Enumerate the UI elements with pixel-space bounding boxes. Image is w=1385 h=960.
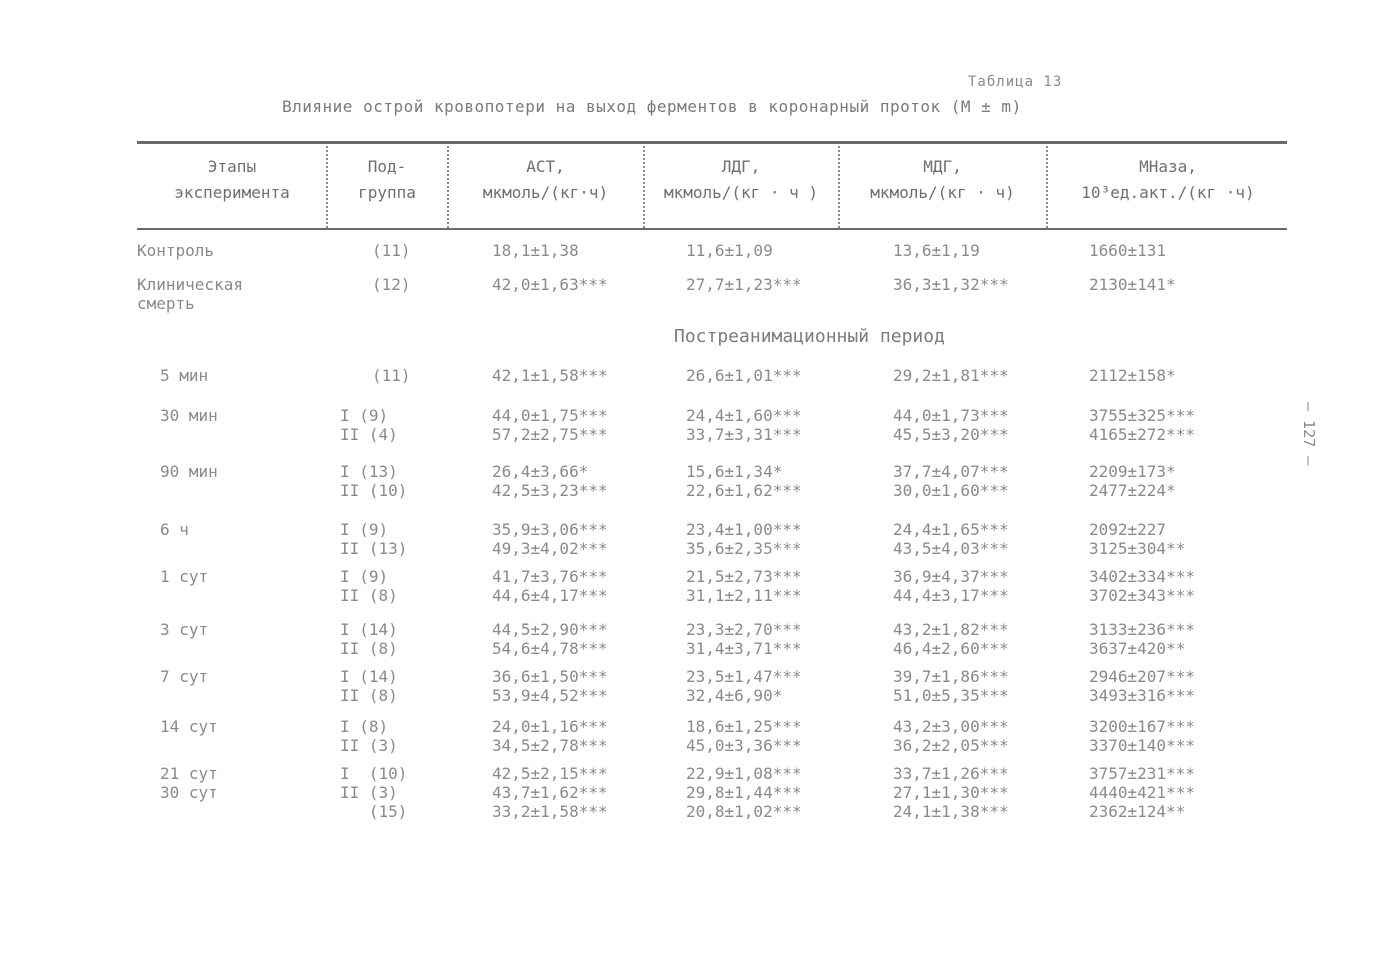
cell-mdg: 29,2±1,81*** (893, 366, 1009, 385)
cell-stage: 14 сут (160, 717, 218, 736)
cell-ast: 35,9±3,06*** 49,3±4,02*** (492, 520, 608, 558)
cell-ast: 26,4±3,66* 42,5±3,23*** (492, 462, 608, 500)
cell-mdg: 43,2±1,82*** 46,4±2,60*** (893, 620, 1009, 658)
cell-stage: 6 ч (160, 520, 189, 539)
page-number: — 127 — (1300, 402, 1318, 466)
header-stage: Этапы эксперимента (174, 157, 290, 202)
cell-ldg: 23,3±2,70*** 31,4±3,71*** (686, 620, 802, 658)
table-title: Влияние острой кровопотери на выход ферментов в коронарный проток (M ± m) (282, 97, 1022, 116)
cell-subgroup: I (9) II (13) (340, 520, 408, 558)
cell-ast: 18,1±1,38 (492, 241, 579, 260)
cell-stage: 1 сут (160, 567, 209, 586)
header-mnaza: МНазa, 10³ед.акт./(кг ·ч) (1081, 157, 1255, 202)
cell-stage: Клиническая смерть (137, 275, 243, 313)
cell-mdg: 24,4±1,65*** 43,5±4,03*** (893, 520, 1009, 558)
header-rule (137, 228, 1287, 230)
cell-mnaza: 3200±167*** 3370±140*** (1089, 717, 1195, 755)
cell-mdg: 37,7±4,07*** 30,0±1,60*** (893, 462, 1009, 500)
cell-mnaza: 2209±173* 2477±224* (1089, 462, 1176, 500)
cell-subgroup: (12) (372, 275, 411, 294)
cell-mnaza: 2946±207*** 3493±316*** (1089, 667, 1195, 705)
top-rule (137, 141, 1287, 144)
header-ldg: ЛДГ, мкмоль/(кг · ч ) (663, 157, 819, 202)
table-label: Таблица 13 (968, 74, 1063, 90)
cell-subgroup: I (9) II (4) (340, 406, 398, 444)
cell-ast: 44,0±1,75*** 57,2±2,75*** (492, 406, 608, 444)
cell-ast: 42,5±2,15*** 43,7±1,62*** 33,2±1,58*** (492, 764, 608, 821)
cell-ldg: 27,7±1,23*** (686, 275, 802, 294)
cell-mnaza: 3402±334*** 3702±343*** (1089, 567, 1195, 605)
cell-stage: 3 сут (160, 620, 209, 639)
cell-mdg: 36,3±1,32*** (893, 275, 1009, 294)
cell-ldg: 23,4±1,00*** 35,6±2,35*** (686, 520, 802, 558)
cell-ast: 24,0±1,16*** 34,5±2,78*** (492, 717, 608, 755)
cell-mnaza: 1660±131 (1089, 241, 1167, 260)
cell-subgroup: I (10) II (3) (15) (340, 764, 408, 821)
cell-mdg: 33,7±1,26*** 27,1±1,30*** 24,1±1,38*** (893, 764, 1009, 821)
cell-ldg: 18,6±1,25*** 45,0±3,36*** (686, 717, 802, 755)
header-subgroup: Под- группа (358, 157, 416, 202)
cell-stage: 7 сут (160, 667, 209, 686)
cell-mnaza: 3757±231*** 4440±421*** 2362±124** (1089, 764, 1195, 821)
cell-subgroup: I (14) II (8) (340, 620, 398, 658)
cell-mdg: 39,7±1,86*** 51,0±5,35*** (893, 667, 1009, 705)
cell-mnaza: 2112±158* (1089, 366, 1176, 385)
header-ast: АСТ, мкмоль/(кг·ч) (482, 157, 609, 202)
cell-stage: 21 сут 30 сут (160, 764, 218, 802)
cell-stage: 30 мин (160, 406, 218, 425)
cell-ldg: 11,6±1,09 (686, 241, 773, 260)
cell-ldg: 15,6±1,34* 22,6±1,62*** (686, 462, 802, 500)
cell-mdg: 44,0±1,73*** 45,5±3,20*** (893, 406, 1009, 444)
cell-mnaza: 2130±141* (1089, 275, 1176, 294)
cell-ldg: 23,5±1,47*** 32,4±6,90* (686, 667, 802, 705)
cell-subgroup: (11) (372, 366, 411, 385)
cell-ast: 41,7±3,76*** 44,6±4,17*** (492, 567, 608, 605)
cell-ldg: 21,5±2,73*** 31,1±2,11*** (686, 567, 802, 605)
cell-subgroup: I (13) II (10) (340, 462, 408, 500)
cell-mnaza: 2092±227 3125±304** (1089, 520, 1186, 558)
cell-stage: 90 мин (160, 462, 218, 481)
header-mdg: МДГ, мкмоль/(кг · ч) (870, 157, 1015, 202)
cell-mnaza: 3133±236*** 3637±420** (1089, 620, 1195, 658)
cell-stage: Контроль (137, 241, 215, 260)
cell-ldg: 24,4±1,60*** 33,7±3,31*** (686, 406, 802, 444)
cell-ast: 42,0±1,63*** (492, 275, 608, 294)
cell-ast: 44,5±2,90*** 54,6±4,78*** (492, 620, 608, 658)
cell-stage: 5 мин (160, 366, 209, 385)
cell-ldg: 26,6±1,01*** (686, 366, 802, 385)
cell-mdg: 36,9±4,37*** 44,4±3,17*** (893, 567, 1009, 605)
cell-subgroup: (11) (372, 241, 411, 260)
cell-mdg: 13,6±1,19 (893, 241, 980, 260)
cell-subgroup: I (8) II (3) (340, 717, 398, 755)
cell-mdg: 43,2±3,00*** 36,2±2,05*** (893, 717, 1009, 755)
cell-ldg: 22,9±1,08*** 29,8±1,44*** 20,8±1,02*** (686, 764, 802, 821)
cell-ast: 42,1±1,58*** (492, 366, 608, 385)
cell-mnaza: 3755±325*** 4165±272*** (1089, 406, 1195, 444)
cell-subgroup: I (9) II (8) (340, 567, 398, 605)
section-label: Постреанимационный период (674, 326, 945, 347)
cell-subgroup: I (14) II (8) (340, 667, 398, 705)
cell-ast: 36,6±1,50*** 53,9±4,52*** (492, 667, 608, 705)
